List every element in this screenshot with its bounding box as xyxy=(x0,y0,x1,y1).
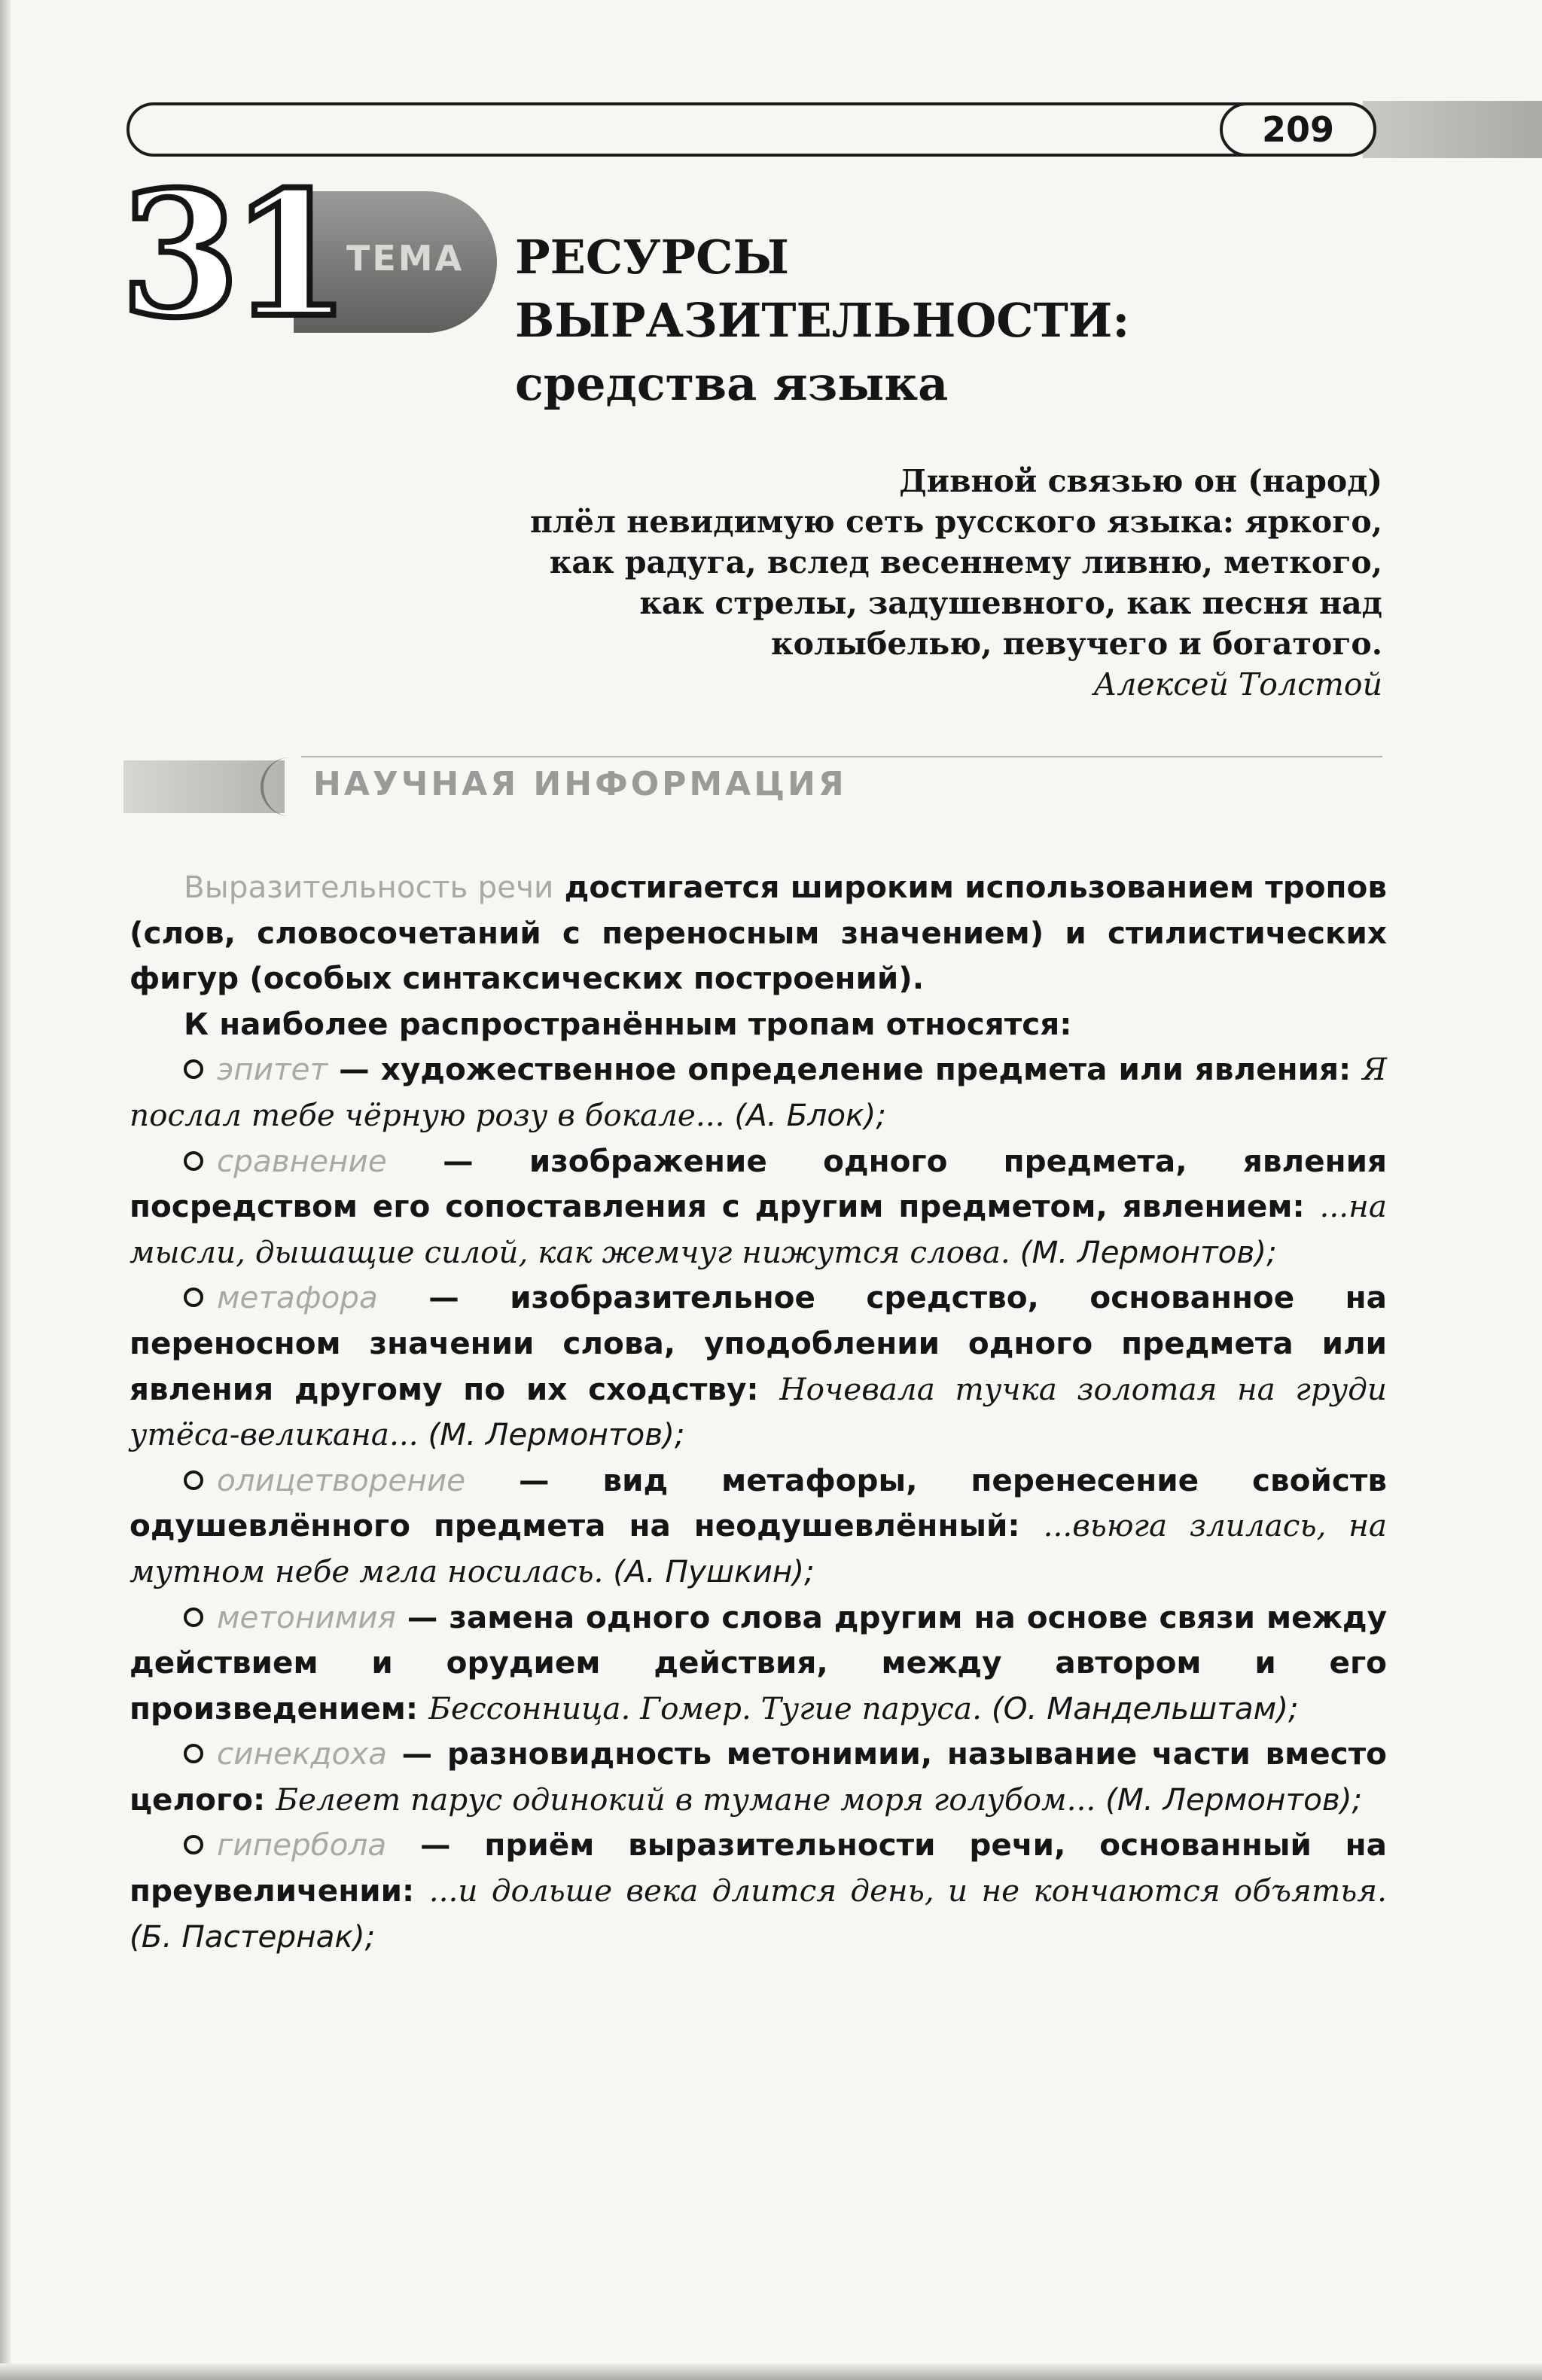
list-item xyxy=(130,1275,1387,1457)
epigraph-author: Алексей Толстой xyxy=(1093,666,1382,702)
intro-term: Выразительность речи xyxy=(184,869,554,905)
circle-bullet-icon xyxy=(184,1744,203,1763)
circle-bullet-icon xyxy=(184,1607,203,1627)
list-item-definition: — изображение одного предмета, явления посредством его сопоставления с другим предметом, явлением: xyxy=(130,1142,1387,1225)
epigraph-line: колыбелью, певучего и богатого. xyxy=(771,626,1382,662)
list-item-term: метонимия xyxy=(217,1598,396,1635)
list-intro: К наиболее распространённым тропам относятся: xyxy=(184,1005,1072,1042)
list-item-source: (А. Блок); xyxy=(724,1096,886,1133)
topic-number: 31 xyxy=(120,154,342,355)
list-item-definition: — художественное определение предмета или явления: xyxy=(328,1051,1363,1088)
circle-bullet-icon xyxy=(184,1059,203,1079)
header-tail-shading xyxy=(1363,101,1542,158)
list-item-example: Белеет парус одинокий в тумане моря голубом... xyxy=(276,1781,1096,1818)
list-item-term: метафора xyxy=(217,1279,378,1316)
page-bottom-shadow xyxy=(0,2363,1542,2380)
list-item xyxy=(130,1458,1387,1595)
page-edge-shadow xyxy=(0,0,11,2380)
header-rule xyxy=(126,102,1376,157)
list-item-source: (М. Лермонтов); xyxy=(418,1416,685,1453)
list-item xyxy=(130,1047,1387,1138)
intro-paragraph xyxy=(130,864,1387,1001)
list-item-example: ...на мысли, дышащие силой, как жемчуг нижутся слова. xyxy=(130,1188,1387,1270)
list-item-source: (М. Лермонтов); xyxy=(1096,1781,1363,1818)
list-item xyxy=(130,1595,1387,1732)
list-item-term: олицетворение xyxy=(217,1461,466,1498)
list-item-definition: — вид метафоры, перенесение свойств одушевлённого предмета на неодушевлённый: xyxy=(130,1461,1387,1544)
topic-badge xyxy=(120,154,497,355)
list-item-definition: — разновидность метонимии, называние части вместо целого: xyxy=(130,1735,1387,1818)
list-item-term: синекдоха xyxy=(217,1735,388,1772)
page-number: 209 xyxy=(1220,102,1376,157)
section-title: НАУЧНАЯ ИНФОРМАЦИЯ xyxy=(313,765,847,803)
epigraph-line: Дивной связью он (народ) xyxy=(899,463,1382,499)
list-item-term: эпитет xyxy=(217,1051,328,1088)
list-item-term: гипербола xyxy=(217,1827,387,1863)
list-item xyxy=(130,1822,1387,1959)
section-divider xyxy=(301,756,1382,757)
epigraph-line: плёл невидимую сеть русского языка: яркого, xyxy=(530,504,1382,540)
epigraph-line: как стрелы, задушевного, как песня над xyxy=(639,585,1382,621)
epigraph xyxy=(404,461,1382,705)
chapter-title-line: ВЫРАЗИТЕЛЬНОСТИ: xyxy=(515,293,1130,348)
chapter-title-line: РЕСУРСЫ xyxy=(515,230,790,285)
circle-bullet-icon xyxy=(184,1288,203,1307)
list-item-example: ...и дольше века длится день, и не кончаются объятья. xyxy=(428,1873,1387,1909)
circle-bullet-icon xyxy=(184,1835,203,1854)
list-item xyxy=(130,1731,1387,1822)
list-item-example: Ночевала тучка золотая на груди утёса-великана... xyxy=(130,1370,1387,1453)
list-item-example: ...вьюга злилась, на мутном небе мгла носилась. xyxy=(130,1507,1387,1589)
list-item-definition: — изобразительное средство, основанное на переносном значении слова, уподоблении одного предмета или явления другому по их сходству: xyxy=(130,1279,1387,1407)
list-item-source: (О. Мандельштам); xyxy=(981,1690,1299,1726)
circle-bullet-icon xyxy=(184,1470,203,1490)
list-item xyxy=(130,1138,1387,1275)
list-item-definition: — замена одного слова другим на основе связи между действием и орудием действия, между автором и его произведением: xyxy=(130,1598,1387,1726)
epigraph-line: как радуга, вслед весеннему ливню, меткого, xyxy=(549,544,1382,581)
chapter-title xyxy=(515,226,1419,416)
list-item-example: Бессонница. Гомер. Тугие паруса. xyxy=(428,1690,982,1726)
intro-text: достигается широким использованием тропов (слов, словосочетаний с переносным значением) и стилистических фигур (особых синтаксических построений). xyxy=(130,869,1387,997)
circle-bullet-icon xyxy=(184,1151,203,1171)
chapter-subtitle: средства языка xyxy=(515,356,949,411)
list-item-source: (М. Лермонтов); xyxy=(1010,1233,1277,1270)
list-item-source: (Б. Пастернак); xyxy=(130,1918,376,1955)
list-item-term: сравнение xyxy=(217,1142,387,1179)
list-item-definition: — приём выразительности речи, основанный на преувеличении: xyxy=(130,1827,1387,1909)
list-item-source: (А. Пушкин); xyxy=(603,1553,815,1589)
list-item-example: Я послал тебе чёрную розу в бокале... xyxy=(130,1051,1387,1133)
topic-label: ТЕМА xyxy=(346,238,465,279)
body-text xyxy=(130,864,1387,1959)
